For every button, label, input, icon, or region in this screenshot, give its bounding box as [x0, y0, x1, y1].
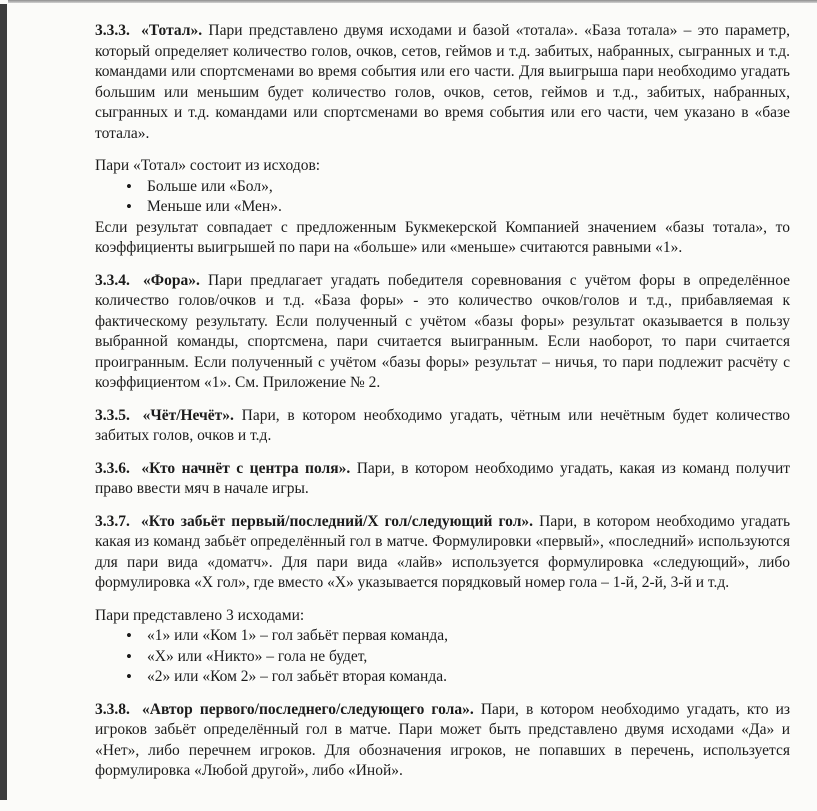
section-number: 3.3.6. [95, 459, 130, 477]
section-body: Пари предлагает угадать победителя соревнования с учётом форы в определённое количество голов/очков и т.д. «База форы» - это количество очков/голов и т.д., прибавляемая к фактическому результату. Если полученный с учётом «базы форы» результат оказывается в пользу выбранной команды, спортсмена, пари считается выигранным. Если наоборот, то пари считается проигранным. Если полученный с учётом «базы форы» результат – ничья, то пари подлежит расчёту с коэффициентом «1». См. Приложение № 2. [95, 271, 791, 391]
section-fora [95, 271, 790, 394]
goal-outcomes-list [95, 626, 790, 688]
section-number: 3.3.3. [95, 22, 130, 39]
section-body: Пари, в котором необходимо угадать какая из команд забьёт определённый гол в матче. Формулировки «первый», «последний» используются для пари вида «доматч». Для пари вида «лайв» используется формулировка «следующий», либо формулировка «X гол», где вместо «X» указывается порядковый номер гола – 1-й, 2-й, 3-й и т.д. [95, 512, 791, 591]
section-kickoff [95, 459, 790, 500]
section-number: 3.3.7. [95, 512, 130, 530]
section-title: «Чёт/Нечёт». [142, 406, 234, 424]
section-number: 3.3.4. [95, 271, 130, 289]
section-title: «Кто начнёт с центра поля». [141, 459, 351, 477]
section-goal-author [95, 700, 790, 782]
total-outcomes-list [95, 177, 790, 218]
section-body: Пари представлено двумя исходами и базой «тотала». «База тотала» – это параметр, который определяет количество голов, очков, сетов, геймов и т.д. забитых, набранных, сыгранных и т.д. командами или спортсменами во время события или его части. Для выигрыша пари необходимо угадать большим или меньшим будет количество голов, очков, сетов, геймов и т.д., забитых, набранных, сыгранных и т.д. командами или спортсменами во время события или его части, чем указано в «базе тотала». [95, 22, 791, 142]
list-item: • Меньше или «Мен». [95, 197, 790, 218]
section-title: «Тотал». [141, 22, 203, 39]
section-number: 3.3.8. [95, 700, 130, 718]
total-note: Если результат совпадает с предложенным Букмекерской Компанией значением «базы тотала», то коэффициенты выигрышей по пари на «больше» или «меньше» считаются равными «1». [95, 218, 790, 256]
section-body: Пари, в котором необходимо угадать, какая из команд получит право ввести мяч в начале игры. [95, 459, 791, 497]
section-body: Пари, в котором необходимо угадать, чётным или нечётным будет количество забитых голов, очков и т.д. [95, 406, 791, 444]
section-odd-even [95, 406, 790, 447]
list-item: • Больше или «Бол», [95, 177, 790, 198]
list-item: • «X» или «Никто» – гола не будет, [95, 647, 790, 668]
section-number: 3.3.5. [95, 406, 130, 424]
section-title: «Фора». [143, 271, 200, 289]
goal-outcomes-intro: Пари представлено 3 исходами: [95, 606, 305, 624]
section-title: «Автор первого/последнего/следующего гола». [142, 700, 474, 718]
section-title: «Кто забьёт первый/последний/X гол/следующий гол». [140, 512, 534, 530]
list-item: • «2» или «Ком 2» – гол забьёт вторая команда. [95, 667, 790, 688]
section-total [95, 21, 790, 144]
list-item: • «1» или «Ком 1» – гол забьёт первая команда, [95, 626, 790, 647]
section-goal-team [95, 512, 790, 594]
section-body: Пари, в котором необходимо угадать, кто из игроков забьёт определённый гол в матче. Пари может быть представлено двумя исходами «Да» и «Нет», либо перечнем игроков. Для обозначения игроков, не попавших в перечень, используется формулировка «Любой другой», либо «Иной». [95, 700, 791, 779]
total-outcomes-intro: Пари «Тотал» состоит из исходов: [95, 157, 321, 174]
